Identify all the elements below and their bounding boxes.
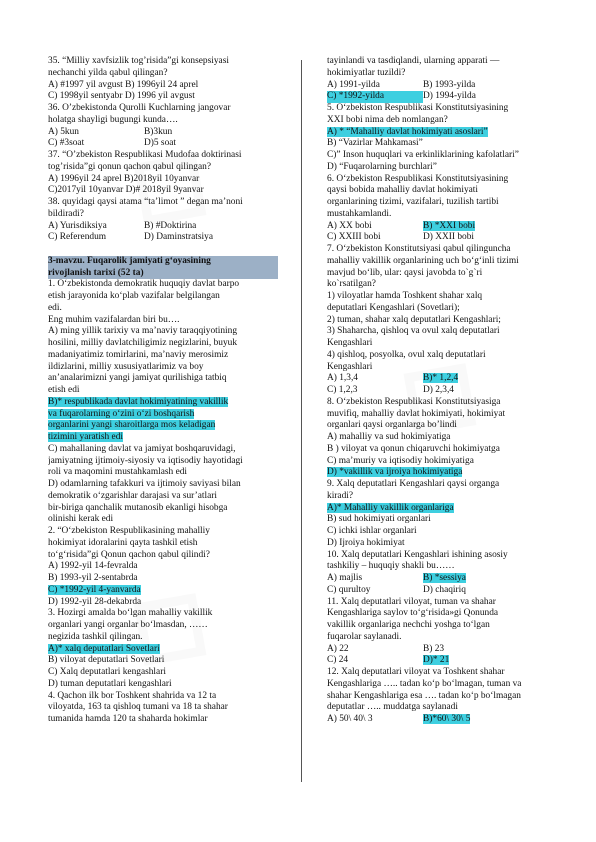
- text-span: organlarining tizimi, vazifalari, tuzilish tartibi: [327, 197, 499, 207]
- text-line: [327, 138, 557, 150]
- text-span: holatga shayligi bugungi kunda….: [48, 114, 178, 125]
- text-line: [327, 538, 557, 550]
- text-line: [327, 561, 557, 573]
- text-span: A) mahalliy va sud hokimiyatiga: [327, 432, 451, 442]
- answer-option: C) Referendum: [48, 232, 107, 243]
- text-line: [48, 479, 278, 491]
- text-span: 9. Xalq deputatlari Kengashlari qaysi organga: [327, 479, 500, 489]
- text-span: 1. O‘zbekistonda demokratik huquqiy davlat barpo: [48, 279, 240, 290]
- text-span: mahalliy vakillik organlarining uch bo‘g‘inli tizimi: [327, 255, 519, 266]
- text-span: A)* xalq deputatlari Sovetlari: [48, 643, 160, 654]
- text-line: [48, 268, 278, 280]
- text-line: [48, 456, 278, 468]
- text-span: qaysi bobida mahalliy davlat hokimiyati: [327, 185, 479, 196]
- text-line: [48, 385, 278, 397]
- answer-option: B) 23: [423, 643, 445, 654]
- text-line: [48, 56, 278, 68]
- answer-option: B) 1993-yilda: [423, 79, 476, 90]
- text-span: ko`rsatilgan?: [327, 279, 376, 290]
- text-span: C) *1992-yil 4-yanvarda: [48, 584, 141, 595]
- text-line: [327, 526, 557, 538]
- text-line: [48, 444, 278, 456]
- text-line: [48, 432, 278, 444]
- text-line: [48, 679, 278, 691]
- text-span: 3-mavzu. Fuqarolik jamiyati g‘oyasining: [48, 256, 278, 268]
- text-line: [327, 115, 557, 127]
- text-span: an’analarimizni yangi jamiyat qurilishiga tatbiq: [48, 373, 227, 384]
- text-span: hokimiyat idoralarini qayta tashkil etish: [48, 537, 198, 548]
- text-span: rivojlanish tarixi (52 ta): [48, 268, 278, 280]
- answer-option: B) #Doktirina: [144, 220, 197, 231]
- answer-option: C) *1992-yilda: [327, 91, 423, 103]
- text-line: [48, 185, 278, 197]
- text-span: 2) tuman, shahar xalq deputatlari Kengashlari;: [327, 314, 501, 325]
- text-line: [48, 573, 278, 585]
- text-line: [48, 350, 278, 362]
- text-line: [48, 244, 278, 256]
- text-line: [327, 432, 557, 444]
- answer-option: A) Yurisdiksiya: [48, 220, 107, 231]
- text-span: 38. quyidagi qaysi atama “ta’limot ” degan ma’noni: [48, 197, 243, 207]
- answer-option: A) XX bobi: [327, 220, 372, 231]
- text-line: [48, 291, 278, 303]
- column-divider: [301, 60, 302, 782]
- text-line: [48, 232, 278, 244]
- text-line: [48, 162, 278, 174]
- text-line: [48, 115, 278, 127]
- text-line: [48, 420, 278, 432]
- text-span: deputatlari Kengashlari (Sovetlari);: [327, 302, 460, 313]
- text-span: nechanchi yilda qabul qilingan?: [48, 67, 168, 78]
- text-line: [48, 174, 278, 186]
- text-line: [327, 221, 557, 233]
- text-span: 7. O‘zbekiston Konstitutsiyasi qabul qilinguncha: [327, 244, 511, 254]
- text-line: [327, 409, 557, 421]
- text-span: tizimini yaratish edi: [48, 432, 123, 442]
- text-span: B ) viloyat va qonun chiqaruvchi hokimiyatga: [327, 443, 500, 454]
- text-line: [327, 91, 557, 103]
- text-span: 5. O‘zbekiston Respublikasi Konstitutsiyasining: [327, 103, 509, 113]
- text-line: [48, 338, 278, 350]
- text-span: C)2017yil 10yanvar D)# 2018yil 9yanvar: [48, 185, 204, 196]
- right-column: [327, 56, 557, 726]
- text-line: [48, 362, 278, 374]
- text-span: organlari yangi organlar bo‘lmasdan, ……: [48, 620, 208, 630]
- answer-option: D) chaqiriq: [423, 584, 466, 595]
- text-line: [327, 585, 557, 597]
- text-line: [327, 256, 557, 268]
- text-line: [327, 362, 557, 374]
- text-span: D) odamlarning tafakkuri va ijtimoiy saviyasi bilan: [48, 479, 241, 489]
- text-span: C)” Inson huquqlari va erkinliklarining kafolatlari”: [327, 150, 519, 160]
- text-line: [48, 503, 278, 515]
- text-line: [48, 620, 278, 632]
- text-span: roli va maqomini mustahkamlash edi: [48, 467, 188, 478]
- text-span: 4) qishloq, posyolka, ovul xalq deputatlari: [327, 349, 486, 360]
- text-span: va fuqarolarning o‘zini o‘zi boshqarish: [48, 408, 195, 419]
- text-span: C) ma’muriy va iqtisodiy hokimiyatiga: [327, 455, 474, 466]
- text-span: negizida tashkil qilingan.: [48, 631, 143, 642]
- text-line: [48, 526, 278, 538]
- text-span: C) Xalq deputatlari kengashlari: [48, 667, 166, 677]
- text-span: tog’risida”gi qonun qachon qabul qilingan?: [48, 161, 211, 172]
- text-span: B) “Vazirlar Mahkamasi”: [327, 138, 423, 149]
- text-line: [48, 702, 278, 714]
- text-line: [327, 150, 557, 162]
- text-line: [48, 91, 278, 103]
- text-line: [327, 550, 557, 562]
- text-line: [48, 127, 278, 139]
- text-line: [327, 373, 557, 385]
- text-line: [327, 385, 557, 397]
- text-span: A) 1996yil 24 aprel B)2018yil 10yanvar: [48, 173, 200, 184]
- text-span: C) mahallaning davlat va jamiyat boshqaruvidagi,: [48, 443, 236, 454]
- text-line: [327, 244, 557, 256]
- text-span: A) #1997 yil avgust B) 1996yil 24 aprel: [48, 79, 199, 90]
- text-line: [327, 127, 557, 139]
- text-line: [327, 655, 557, 667]
- text-span: 10. Xalq deputatlari Kengashlari ishining asosiy: [327, 549, 508, 560]
- text-span: bildiradi?: [48, 208, 84, 219]
- text-span: C) 1998yil sentyabr D) 1996 yil avgust: [48, 91, 195, 102]
- text-span: to‘g‘risida”gi Qonun qachon qabul qilindi?: [48, 549, 210, 560]
- answer-option: D) 2,3,4: [423, 385, 454, 395]
- text-span: shahar Kengashlariga esa …. tadan ko‘p bo‘lmagan: [327, 690, 521, 701]
- text-span: 6. O‘zbekiston Respublikasi Konstitutsiyasining: [327, 173, 509, 184]
- text-span: organlarini yangi sharoitlarga mos keladigan: [48, 420, 216, 431]
- text-line: [48, 467, 278, 479]
- text-line: [327, 397, 557, 409]
- text-line: [327, 56, 557, 68]
- answer-option: B) *XXI bobi: [423, 220, 476, 231]
- text-span: etish jarayonida ko‘plab vazifalar belgilangan: [48, 291, 220, 301]
- text-line: [48, 597, 278, 609]
- text-span: 2. “O‘zbekiston Respublikasining mahalliy: [48, 526, 210, 536]
- text-span: D) 1992-yil 28-dekabrda: [48, 596, 142, 607]
- text-line: [327, 420, 557, 432]
- answer-option: D)5 soat: [144, 138, 177, 149]
- text-span: B) viloyat deputatlari Sovetlari: [48, 655, 165, 666]
- text-span: fuqarolar saylanadi.: [327, 631, 402, 642]
- answer-option: C) 24: [327, 655, 349, 666]
- text-line: [48, 209, 278, 221]
- text-line: [48, 221, 278, 233]
- text-span: A) 1992-yil 14-fevralda: [48, 561, 138, 572]
- text-span: etish edi: [48, 385, 80, 395]
- text-span: 12. Xalq deputatlari viloyat va Toshkent shahar: [327, 667, 505, 677]
- text-line: [327, 326, 557, 338]
- text-line: [327, 268, 557, 280]
- text-line: [327, 573, 557, 585]
- text-line: [48, 714, 278, 726]
- text-span: bir-biriga qanchalik mutanosib ekanligi hisobga: [48, 502, 228, 513]
- text-line: [48, 303, 278, 315]
- answer-option: B)*60\ 30\ 5: [423, 714, 471, 724]
- answer-option: B)* 1,2,4: [423, 373, 459, 384]
- text-line: [327, 103, 557, 115]
- text-span: edi.: [48, 302, 62, 313]
- text-line: [327, 644, 557, 656]
- text-span: Kengashlari: [327, 361, 373, 372]
- text-line: [48, 667, 278, 679]
- text-span: ildizlarini, milliy xususiyatlarimiz va boy: [48, 361, 204, 372]
- text-line: [48, 397, 278, 409]
- text-span: viloyatda, 163 ta qishloq tumani va 18 ta shahar: [48, 702, 228, 713]
- text-line: [48, 103, 278, 115]
- text-span: C) ichki ishlar organlari: [327, 526, 417, 536]
- text-span: tayinlandi va tasdiqlandi, ularning apparati —: [327, 56, 500, 66]
- text-line: [327, 597, 557, 609]
- text-span: D) tuman deputatlari kengashlari: [48, 678, 172, 689]
- answer-option: A) 50\ 40\ 3: [327, 714, 373, 724]
- text-span: organlari qaysi organlarga bo’lindi: [327, 420, 457, 431]
- answer-option: D) Daminstratsiya: [144, 232, 213, 243]
- text-span: demokratik o‘zgarishlar darajasi va sur’atlari: [48, 490, 218, 501]
- text-span: Kengashlariga saylov to‘g‘risida»gi Qonunda: [327, 608, 499, 619]
- text-line: [327, 209, 557, 221]
- text-span: A)* Mahalliy vakillik organlariga: [327, 502, 454, 513]
- text-span: D) *vakillik va ijroiya hokimiyatiga: [327, 467, 463, 478]
- text-span: 3) Shaharcha, qishloq va ovul xalq deputatlari: [327, 326, 500, 337]
- text-line: [327, 315, 557, 327]
- text-span: 37. “O’zbekiston Respublikasi Mudofaa doktirinasi: [48, 150, 242, 160]
- answer-option: A) 1991-yilda: [327, 79, 380, 90]
- text-span: 1) viloyatlar hamda Toshkent shahar xalq: [327, 291, 483, 301]
- text-line: [48, 373, 278, 385]
- text-span: D) Ijroiya hokimiyat: [327, 537, 405, 548]
- text-span: 11. Xalq deputatlari viloyat, tuman va shahar: [327, 596, 496, 607]
- answer-option: D)* 21: [423, 655, 450, 666]
- text-line: [48, 585, 278, 597]
- text-span: D) “Fuqarolarning burchlari”: [327, 161, 437, 172]
- text-span: kiradi?: [327, 490, 354, 501]
- text-span: A) ming yillik tarixiy va ma’naviy taraqqiyotining: [48, 326, 238, 337]
- text-span: olinishi kerak edi: [48, 514, 114, 525]
- text-line: [48, 561, 278, 573]
- text-line: [327, 467, 557, 479]
- text-line: [48, 514, 278, 526]
- text-line: [48, 550, 278, 562]
- text-line: [327, 667, 557, 679]
- text-line: [48, 197, 278, 209]
- text-span: Eng muhim vazifalardan biri bu….: [48, 314, 180, 325]
- text-line: [48, 315, 278, 327]
- text-line: [327, 350, 557, 362]
- answer-option: D) 1994-yilda: [423, 91, 476, 102]
- text-line: [48, 80, 278, 92]
- answer-option: A) majlis: [327, 573, 363, 583]
- answer-option: A) 1,3,4: [327, 373, 358, 384]
- text-line: [48, 138, 278, 150]
- text-line: [327, 514, 557, 526]
- answer-option: B) *sessiya: [423, 573, 466, 583]
- answer-option: C) #3soat: [48, 138, 85, 149]
- text-line: [48, 409, 278, 421]
- text-line: [327, 291, 557, 303]
- text-line: [327, 197, 557, 209]
- answer-option: C) XXIII bobi: [327, 232, 381, 243]
- text-line: [327, 80, 557, 92]
- text-line: [48, 644, 278, 656]
- text-span: muvifiq, mahalliy davlat hokimiyati, hokimiyat: [327, 408, 506, 419]
- text-span: madaniyatimiz tomirlarini, ma’naviy merosimiz: [48, 349, 229, 360]
- text-line: [327, 185, 557, 197]
- text-line: [48, 150, 278, 162]
- text-line: [48, 68, 278, 80]
- text-span: Kengashlari: [327, 338, 373, 348]
- text-line: [48, 256, 278, 268]
- text-line: [48, 608, 278, 620]
- text-line: [327, 279, 557, 291]
- text-line: [48, 326, 278, 338]
- text-line: [327, 714, 557, 726]
- text-span: hosilini, milliy davlatchiligimiz negizlarini, buyuk: [48, 338, 238, 348]
- text-line: [327, 632, 557, 644]
- text-line: [48, 655, 278, 667]
- text-span: hokimiyatlar tuzildi?: [327, 67, 406, 78]
- text-line: [327, 691, 557, 703]
- text-span: B) 1993-yil 2-sentabrda: [48, 573, 138, 583]
- text-span: deputatlar ….. muddatga saylanadi: [327, 702, 458, 713]
- text-line: [327, 679, 557, 691]
- answer-option: A) 5kun: [48, 126, 79, 137]
- text-line: [48, 491, 278, 503]
- left-column: [48, 56, 278, 726]
- text-line: [327, 68, 557, 80]
- answer-option: B)3kun: [144, 126, 173, 137]
- text-span: 3. Hozirgi amalda bo‘lgan mahalliy vakillik: [48, 608, 213, 619]
- text-span: tashkiliy – huquqiy shakli bu……: [327, 561, 455, 572]
- text-span: 4. Qachon ilk bor Toshkent shahrida va 12 ta: [48, 690, 217, 701]
- text-span: XXI bobi nima deb nomlangan?: [327, 114, 448, 125]
- text-line: [48, 632, 278, 644]
- text-line: [48, 538, 278, 550]
- text-line: [327, 338, 557, 350]
- text-line: [327, 162, 557, 174]
- text-line: [327, 444, 557, 456]
- answer-option: D) XXII bobi: [423, 232, 475, 243]
- text-span: tumanida hamda 120 ta shaharda hokimlar: [48, 714, 208, 724]
- text-line: [327, 503, 557, 515]
- text-line: [48, 279, 278, 291]
- text-line: [327, 608, 557, 620]
- answer-option: A) 22: [327, 643, 349, 654]
- text-span: vakillik organlariga nechchi yoshga to‘lgan: [327, 620, 490, 630]
- text-line: [327, 303, 557, 315]
- text-line: [327, 479, 557, 491]
- text-span: mavjud bo‘lib, ular: qaysi javobda to`g`ri: [327, 267, 483, 278]
- text-span: B) sud hokimiyati organlari: [327, 514, 431, 525]
- answer-option: C) qurultoy: [327, 584, 371, 595]
- text-line: [327, 232, 557, 244]
- text-line: [48, 691, 278, 703]
- text-line: [327, 491, 557, 503]
- text-span: mustahkamlandi.: [327, 208, 392, 219]
- text-line: [327, 620, 557, 632]
- text-span: Kengashlariga ….. tadan ko‘p bo‘lmagan, tuman va: [327, 678, 522, 689]
- text-span: jamiyatning ijtimoiy-siyosiy va iqtisodiy hayotidagi: [48, 455, 243, 466]
- text-span: 8. O‘zbekiston Respublikasi Konstitutsiyasiga: [327, 396, 501, 407]
- text-span: 35. “Milliy xavfsizlik tog’risida”gi konsepsiyasi: [48, 56, 229, 66]
- text-line: [327, 174, 557, 186]
- text-span: A) * “Mahalliy davlat hokimiyati asoslari”: [327, 126, 488, 137]
- text-span: 36. O’zbekistonda Qurolli Kuchlarning jangovar: [48, 103, 231, 113]
- text-span: B)* respublikada davlat hokimiyatining vakillik: [48, 396, 229, 407]
- text-line: [327, 456, 557, 468]
- text-line: [327, 702, 557, 714]
- answer-option: C) 1,2,3: [327, 385, 358, 395]
